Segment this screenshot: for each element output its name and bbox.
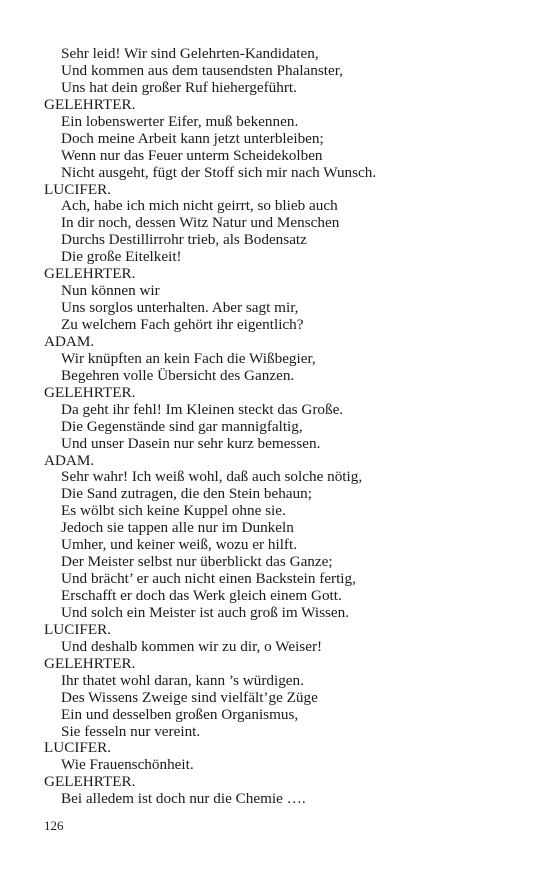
verse-line: Begehren volle Übersicht des Ganzen. [61, 366, 295, 384]
verse-line: Uns sorglos unterhalten. Aber sagt mir, [61, 299, 299, 317]
speaker-name: LUCIFER. [44, 620, 112, 638]
page-number: 126 [44, 818, 64, 833]
verse-line: Nun können wir [61, 282, 160, 300]
verse-line: Und deshalb kommen wir zu dir, o Weiser! [61, 637, 323, 655]
speaker-name: GELEHRTER. [44, 265, 136, 283]
verse-line: Ein lobenswerter Eifer, muß bekennen. [61, 112, 299, 130]
verse-line: Ein und desselben großen Organismus, [61, 705, 299, 723]
speaker-name: ADAM. [44, 451, 95, 469]
verse-line: Uns hat dein großer Ruf hiehergeführt. [61, 78, 297, 96]
verse-line: Wenn nur das Feuer unterm Scheidekolben [61, 146, 323, 164]
verse-line: Wir knüpften an kein Fach die Wißbegier, [61, 349, 316, 367]
verse-line: Die Sand zutragen, die den Stein behaun; [61, 485, 312, 503]
speaker-name: LUCIFER. [44, 739, 112, 757]
speaker-name: LUCIFER. [44, 180, 112, 198]
verse-line: Der Meister selbst nur überblickt das Ganze; [61, 553, 333, 571]
dialogue-text [44, 46, 514, 808]
verse-line: Nicht ausgeht, fügt der Stoff sich mir nach Wunsch. [61, 163, 377, 181]
speaker-name: ADAM. [44, 332, 95, 350]
verse-line: Doch meine Arbeit kann jetzt unterbleiben; [61, 129, 324, 147]
verse-line: Wie Frauenschönheit. [61, 756, 194, 774]
verse-line: Und kommen aus dem tausendsten Phalanster, [61, 61, 343, 79]
verse-line: Ihr thatet wohl daran, kann ’s würdigen. [61, 671, 304, 689]
verse-line: Erschafft er doch das Werk gleich einem Gott. [61, 587, 342, 604]
speaker-name: GELEHRTER. [44, 773, 136, 791]
speaker-name: GELEHRTER. [44, 654, 136, 672]
verse-line: Da geht ihr fehl! Im Kleinen steckt das Große. [61, 400, 344, 418]
verse-line: Sie fesseln nur vereint. [61, 722, 201, 740]
verse-line: Die Gegenstände sind gar mannigfaltig, [61, 417, 303, 435]
verse-line: Und brächt’ er auch nicht einen Backstein fertig, [61, 570, 356, 588]
verse-line: Jedoch sie tappen alle nur im Dunkeln [61, 519, 294, 537]
verse-line: Durchs Destillirrohr trieb, als Bodensatz [61, 231, 307, 249]
verse-line: Und solch ein Meister ist auch groß im Wissen. [61, 603, 350, 621]
verse-line: Sehr wahr! Ich weiß wohl, daß auch solche nötig, [61, 468, 363, 486]
speaker-name: GELEHRTER. [44, 383, 136, 401]
verse-line: Es wölbt sich keine Kuppel ohne sie. [61, 502, 286, 520]
verse-line: Die große Eitelkeit! [61, 248, 182, 266]
verse-line: Des Wissens Zweige sind vielfält’ge Züge [61, 688, 318, 706]
verse-line: Ach, habe ich mich nicht geirrt, so blieb auch [61, 197, 338, 215]
verse-line: Umher, und keiner weiß, wozu er hilft. [61, 536, 297, 554]
verse-line: In dir noch, dessen Witz Natur und Menschen [61, 214, 340, 232]
verse-line: Bei alledem ist doch nur die Chemie …. [61, 790, 306, 808]
verse-line: Zu welchem Fach gehört ihr eigentlich? [61, 316, 304, 333]
verse-line: Und unser Dasein nur sehr kurz bemessen. [61, 434, 321, 452]
verse-line: Sehr leid! Wir sind Gelehrten-Kandidaten, [61, 45, 319, 62]
speaker-name: GELEHRTER. [44, 95, 136, 113]
